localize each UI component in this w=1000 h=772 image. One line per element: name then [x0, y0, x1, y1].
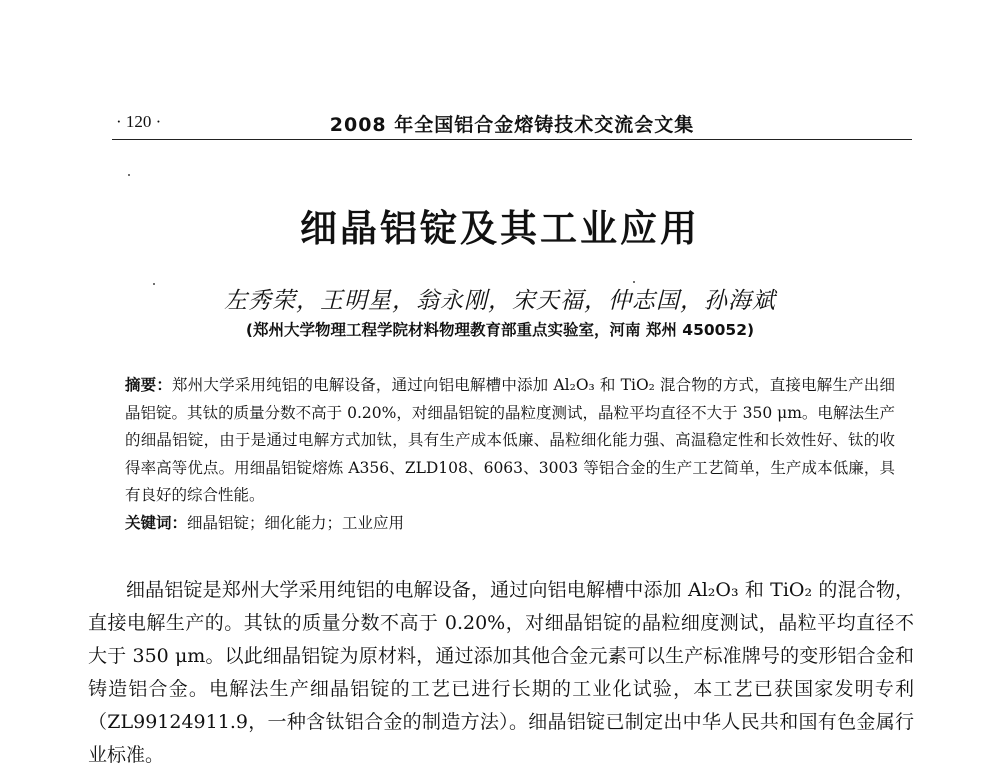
- page-number: · 120 ·: [116, 112, 162, 131]
- article-affiliation: (郑州大学物理工程学院材料物理教育部重点实验室，河南 郑州 450052): [245, 321, 755, 339]
- keywords: [125, 510, 895, 537]
- abstract-text: 郑州大学采用纯铝的电解设备，通过向铝电解槽中添加 Al₂O₃ 和 TiO₂ 混合物的方式，直接电解生产出细晶铝锭。其钛的质量分数不高于 0.20%，对细晶铝锭的晶粒度测试，晶粒平均直径不大于 350 μm。电解法生产的细晶铝锭，由于是通过电解方式加钛，具有生产成本低廉、晶粒细化能力强、高温稳定性和长效性好、钛的收得率高等优点。用细晶铝锭熔炼 A356、ZLD108、6063、3003 等铝合金的生产工艺简单，生产成本低廉，具有良好的综合性能。: [125, 376, 895, 504]
- header-rule: [112, 139, 912, 140]
- abstract: [125, 372, 895, 510]
- running-title: 2008 年全国铝合金熔铸技术交流会文集: [329, 114, 695, 136]
- article-authors: 左秀荣，王明星，翁永刚，宋天福，仲志国，孙海斌: [224, 288, 776, 314]
- article-title: 细晶铝锭及其工业应用: [300, 206, 700, 250]
- keywords-text: 细晶铝锭；细化能力；工业应用: [187, 514, 405, 532]
- keywords-label: 关键词：: [125, 514, 188, 532]
- abstract-label: 摘要：: [125, 376, 173, 394]
- page-header: [112, 108, 912, 140]
- scan-speck: [128, 174, 130, 176]
- body-paragraph: 细晶铝锭是郑州大学采用纯铝的电解设备，通过向铝电解槽中添加 Al₂O₃ 和 TiO₂ 的混合物，直接电解生产的。其钛的质量分数不高于 0.20%，对细晶铝锭的晶粒细度测试，晶粒平均直径不大于 350 μm。以此细晶铝锭为原材料，通过添加其他合金元素可以生产标准牌号的变形铝合金和铸造铝合金。电解法生产细晶铝锭的工艺已进行长期的工业化试验，本工艺已获国家发明专利（ZL99124911.9，一种含钛铝合金的制造方法）。细晶铝锭已制定出中华人民共和国有色金属行业标准。: [88, 579, 914, 766]
